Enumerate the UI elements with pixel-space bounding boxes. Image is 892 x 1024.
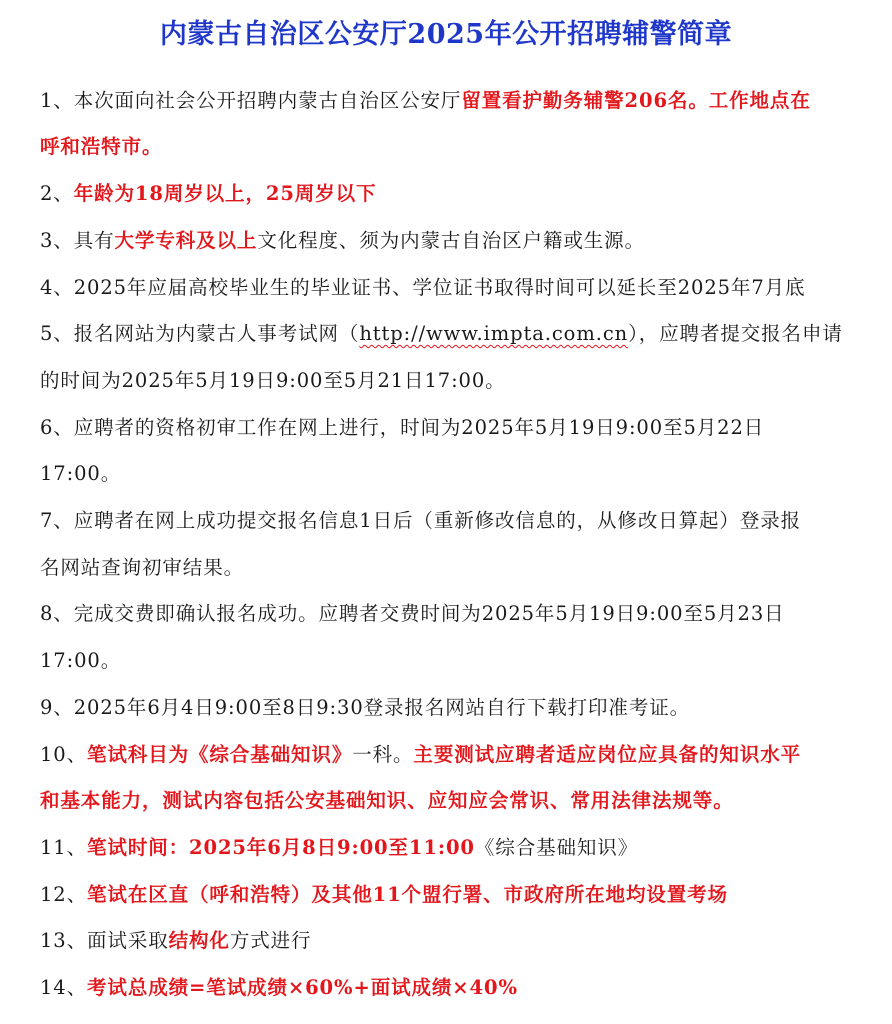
item-14 — [40, 977, 518, 999]
item-highlight: 呼和浩特市。 — [40, 135, 163, 158]
item-text: 17:00。 — [40, 649, 122, 672]
item-text: 方式进行 — [229, 929, 312, 952]
item-highlight: 笔试在区直（呼和浩特）及其他11个盟行署、市政府所在地均设置考场 — [87, 883, 728, 906]
item-highlight: 大学专科及以上 — [114, 229, 258, 252]
item-6-line-2 — [40, 463, 121, 485]
item-9 — [40, 697, 690, 719]
item-8-line-2 — [40, 650, 121, 672]
item-text: 1、本次面向社会公开招聘内蒙古自治区公安厅 — [40, 89, 462, 112]
item-text: 的时间为2025年5月19日9:00至5月21日17:00。 — [40, 369, 506, 392]
item-4 — [40, 277, 805, 299]
item-text: 6、应聘者的资格初审工作在网上进行，时间为2025年5月19日9:00至5月22日 — [40, 416, 765, 439]
item-number: 11、 — [40, 836, 88, 859]
item-text: 4、2025年应届高校毕业生的毕业证书、学位证书取得时间可以延长至2025年7月底 — [40, 276, 806, 299]
item-text: 文化程度、须为内蒙古自治区户籍或生源。 — [257, 229, 645, 252]
item-6-line-1 — [40, 417, 764, 439]
item-highlight: 考试总成绩=笔试成绩×60%+面试成绩×40% — [87, 976, 518, 999]
item-11 — [40, 837, 638, 859]
item-text: 13、面试采取 — [40, 929, 169, 952]
item-number: 2、 — [40, 182, 74, 205]
item-highlight: 留置看护勤务辅警206名。工作地点在 — [461, 89, 811, 112]
item-number: 12、 — [40, 883, 88, 906]
item-highlight: 笔试科目为《综合基础知识》 — [87, 743, 353, 766]
item-text: 一科。 — [352, 743, 414, 766]
item-text: 17:00。 — [40, 462, 122, 485]
item-text: 《综合基础知识》 — [474, 836, 639, 859]
item-number: 14、 — [40, 976, 88, 999]
item-13 — [40, 930, 311, 952]
item-1-line-2 — [40, 136, 162, 158]
item-highlight: 年龄为18周岁以上，25周岁以下 — [73, 182, 377, 205]
item-3 — [40, 230, 645, 252]
item-text: ），应聘者提交报名申请 — [628, 322, 843, 345]
item-7-line-1 — [40, 510, 801, 532]
item-5-line-1 — [40, 323, 843, 345]
page-title: 内蒙古自治区公安厅2025年公开招聘辅警简章 — [159, 19, 733, 50]
item-text: 7、应聘者在网上成功提交报名信息1日后（重新修改信息的，从修改日算起）登录报 — [40, 509, 802, 532]
item-10-line-1 — [40, 744, 801, 766]
item-12 — [40, 884, 728, 906]
item-highlight: 笔试时间：2025年6月8日9:00至11:00 — [87, 836, 475, 859]
item-7-line-2 — [40, 557, 244, 579]
item-5-line-2 — [40, 370, 506, 392]
item-8-line-1 — [40, 603, 785, 625]
item-text: 名网站查询初审结果。 — [40, 556, 245, 579]
item-text: 9、2025年6月4日9:00至8日9:30登录报名网站自行下载打印准考证。 — [40, 696, 691, 719]
item-2 — [40, 183, 376, 205]
item-number: 10、 — [40, 743, 88, 766]
item-10-line-2 — [40, 790, 734, 812]
item-text: 5、报名网站为内蒙古人事考试网（ — [40, 322, 360, 345]
item-highlight: 和基本能力，测试内容包括公安基础知识、应知应会常识、常用法律法规等。 — [40, 789, 734, 812]
item-1-line-1 — [40, 90, 811, 112]
registration-website-link[interactable]: http://www.impta.com.cn — [359, 322, 629, 345]
item-text: 8、完成交费即确认报名成功。应聘者交费时间为2025年5月19日9:00至5月23日 — [40, 602, 785, 625]
item-text: 3、具有 — [40, 229, 115, 252]
item-highlight: 结构化 — [168, 929, 230, 952]
item-highlight: 主要测试应聘者适应岗位应具备的知识水平 — [413, 743, 802, 766]
